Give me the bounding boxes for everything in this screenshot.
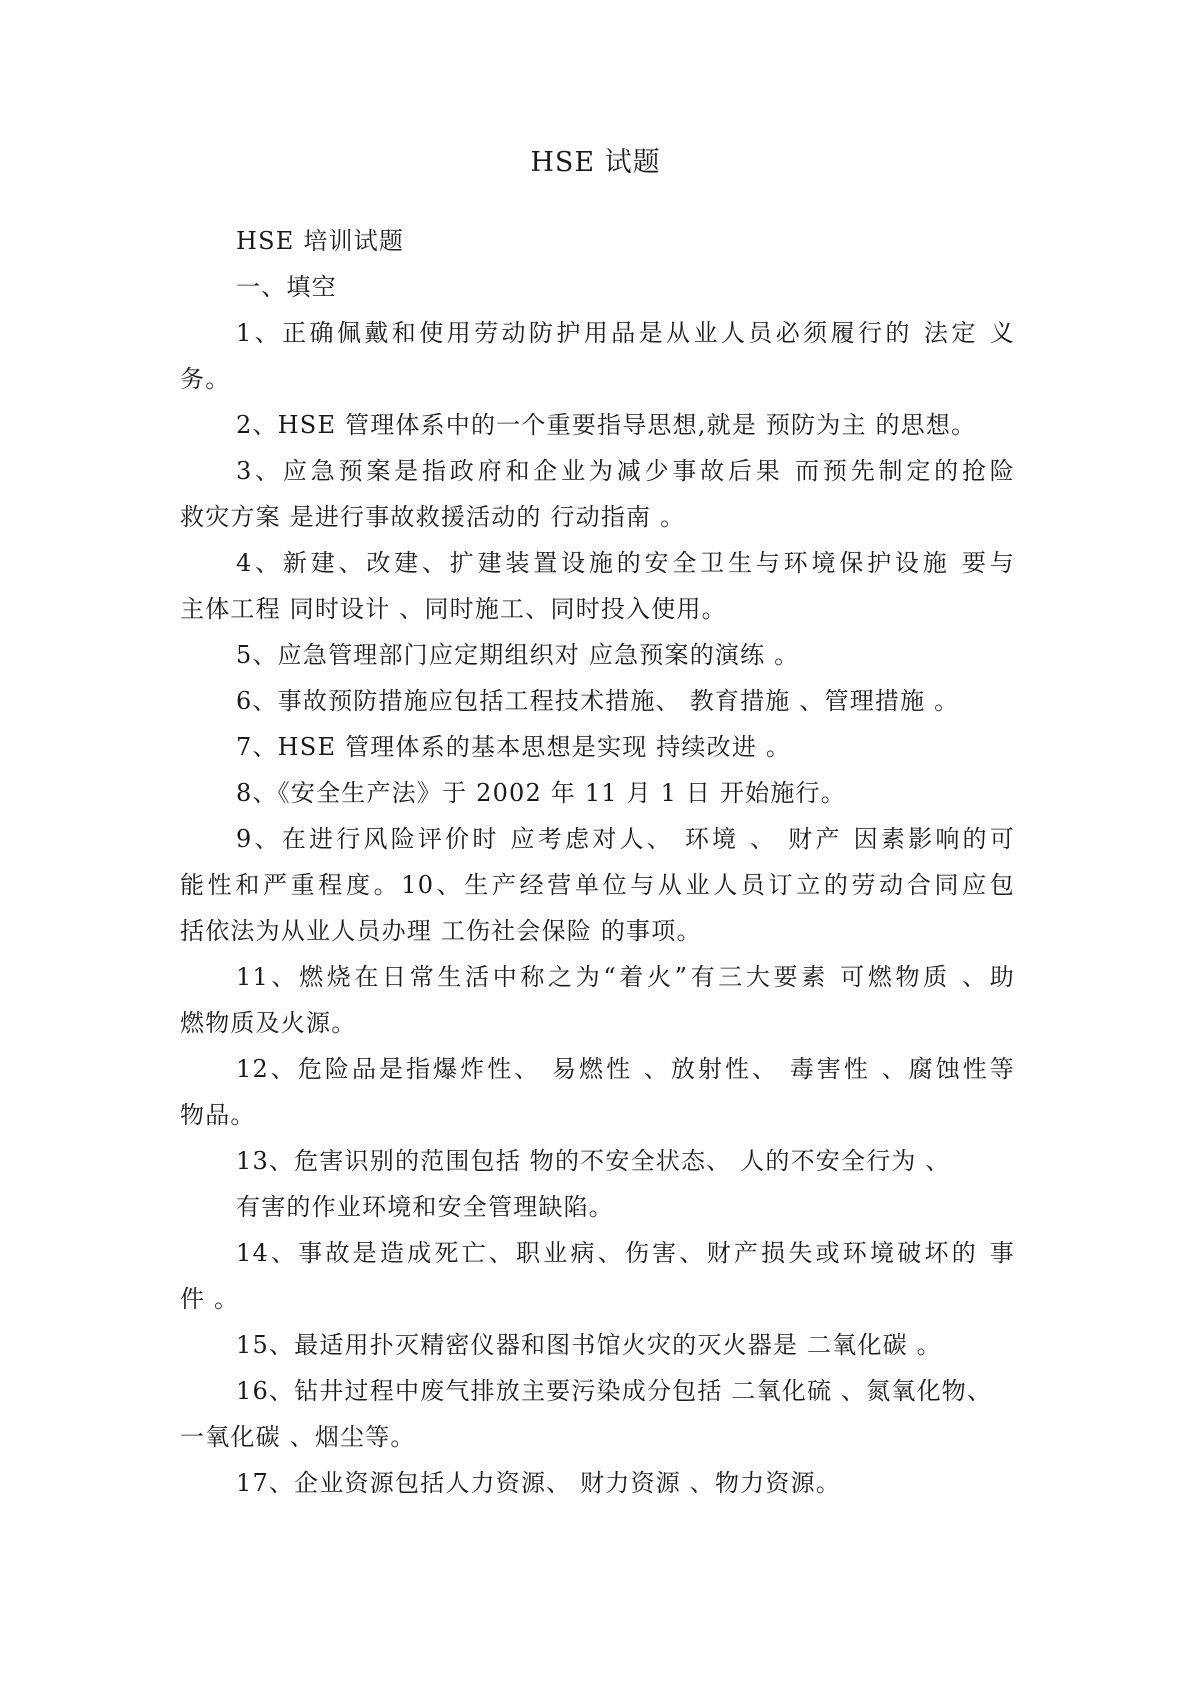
question-17: 17、企业资源包括人力资源、 财力资源 、物力资源。 <box>236 1469 841 1497</box>
question-16-line-2: 一氧化碳 、烟尘等。 <box>180 1423 416 1451</box>
question-7: 7、HSE 管理体系的基本思想是实现 持续改进 。 <box>236 733 792 761</box>
document-title: HSE 试题 <box>530 147 661 178</box>
section-heading: HSE 培训试题 <box>236 227 405 255</box>
question-6: 6、事故预防措施应包括工程技术措施、 教育措施 、管理措施 。 <box>236 687 960 715</box>
question-15: 15、最适用扑灭精密仪器和图书馆火灾的灭火器是 二氧化碳 。 <box>236 1331 942 1359</box>
question-1-line-2: 务。 <box>180 365 231 393</box>
question-11-line-1: 11、燃烧在日常生活中称之为“着火”有三大要素 可燃物质 、助 <box>236 963 1015 991</box>
question-14-line-1: 14、事故是造成死亡、职业病、伤害、财产损失或环境破坏的 事 <box>236 1239 1015 1267</box>
subsection-heading: 一、填空 <box>236 273 337 301</box>
question-12-line-1: 12、危险品是指爆炸性、 易燃性 、放射性、 毒害性 、腐蚀性等 <box>236 1055 1015 1083</box>
question-11-line-2: 燃物质及火源。 <box>180 1009 357 1037</box>
question-12-line-2: 物品。 <box>180 1101 256 1129</box>
question-2: 2、HSE 管理体系中的一个重要指导思想,就是 预防为主 的思想。 <box>236 411 977 439</box>
question-16-line-1: 16、钻井过程中废气排放主要污染成分包括 二氧化硫 、氮氧化物、 <box>236 1377 993 1405</box>
question-13-line-1: 13、危害识别的范围包括 物的不安全状态、 人的不安全行为 、 <box>236 1147 951 1175</box>
question-4-line-1: 4、新建、改建、扩建装置设施的安全卫生与环境保护设施 要与 <box>236 549 1015 577</box>
question-4-line-2: 主体工程 同时设计 、同时施工、同时投入使用。 <box>180 595 727 623</box>
question-3-line-2: 救灾方案 是进行事故救援活动的 行动指南 。 <box>180 503 686 531</box>
question-14-line-2: 件 。 <box>180 1285 240 1313</box>
question-8: 8、《安全生产法》于 2002 年 11 月 1 日 开始施行。 <box>236 779 846 807</box>
question-9-line-1: 9、在进行风险评价时 应考虑对人、 环境 、 财产 因素影响的可 <box>236 825 1015 853</box>
question-3-line-1: 3、应急预案是指政府和企业为减少事故后果 而预先制定的抢险 <box>236 457 1015 485</box>
question-9-10-line-2: 能性和严重程度。10、生产经营单位与从业人员订立的劳动合同应包 <box>180 871 1015 899</box>
question-13-line-2: 有害的作业环境和安全管理缺陷。 <box>236 1193 614 1221</box>
question-1-line-1: 1、正确佩戴和使用劳动防护用品是从业人员必须履行的 法定 义 <box>236 319 1015 347</box>
question-5: 5、应急管理部门应定期组织对 应急预案的演练 。 <box>236 641 800 669</box>
question-10-line-3: 括依法为从业人员办理 工伤社会保险 的事项。 <box>180 917 702 945</box>
document-body <box>180 218 1015 1506</box>
